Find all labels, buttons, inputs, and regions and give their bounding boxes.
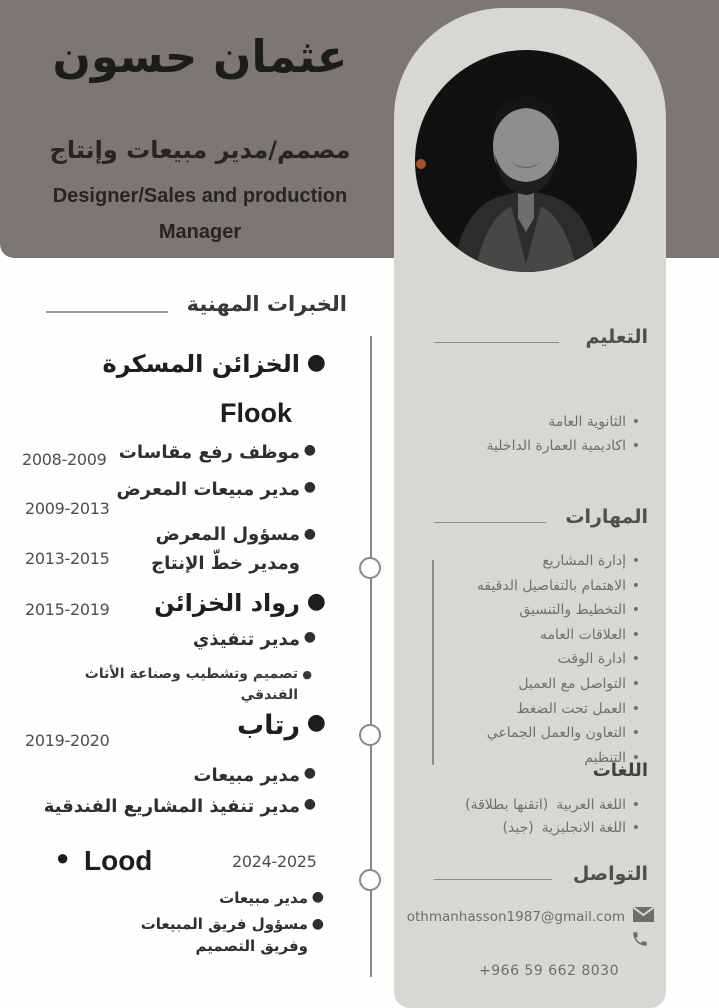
- bullet-icon: ●: [306, 350, 326, 375]
- skill-item: • إدارة المشاريع: [477, 549, 640, 574]
- language-item: [465, 817, 640, 840]
- experience-role: [103, 913, 324, 957]
- skill-item: • التنظيم: [477, 746, 640, 771]
- bullet-icon: ●: [303, 796, 316, 812]
- experience-date: 2009-2013: [25, 499, 110, 518]
- profile-photo: [415, 50, 637, 272]
- role-title: مدير تنفيذ المشاريع الفندقية: [43, 796, 300, 817]
- email-text: othmanhasson1987@gmail.com: [406, 909, 625, 925]
- bullet-icon: ●: [303, 442, 316, 458]
- role-title: مدير مبيعات: [219, 889, 308, 907]
- phone-icon: [631, 930, 649, 952]
- experience-divider: [46, 311, 168, 313]
- experience-role: [219, 889, 324, 907]
- education-item: • اكاديمية العمارة الداخلية: [487, 435, 640, 459]
- skill-item: • العمل تحت الضغط: [477, 697, 640, 722]
- bullet-icon: ●: [306, 710, 326, 735]
- languages-list: [465, 794, 640, 840]
- experience-date: 2013-2015: [25, 549, 110, 568]
- skill-item: • ادارة الوقت: [477, 647, 640, 672]
- person-name: عثمان حسون: [52, 30, 348, 83]
- bullet-icon: ●: [303, 629, 316, 645]
- header-text-block: [0, 0, 400, 258]
- language-name: اللغة العربية: [556, 797, 626, 813]
- language-level: (جيد): [502, 820, 534, 836]
- role-title: مدير مبيعات المعرض: [116, 479, 300, 500]
- job-title-arabic: مصمم/مدير مبيعات وإنتاج: [49, 136, 351, 164]
- skill-item: • الاهتمام بالتفاصيل الدقيقه: [477, 574, 640, 599]
- experience-role: [130, 520, 316, 578]
- role-title: مسؤول فريق المبيعات وفريق التصميم: [140, 915, 308, 955]
- section-heading-languages: اللغات: [592, 760, 648, 781]
- skills-side-line: [432, 560, 434, 765]
- timeline-dot: [359, 557, 381, 579]
- experience-company: [56, 845, 153, 877]
- language-level: (اتقنها بطلاقة): [465, 797, 549, 813]
- section-heading-education: التعليم: [585, 326, 648, 348]
- skills-divider: [434, 522, 546, 523]
- company-name: Lood: [84, 845, 153, 876]
- section-heading-skills: المهارات: [565, 506, 648, 528]
- experience-date: 2015-2019: [25, 600, 110, 619]
- education-divider: [434, 342, 559, 343]
- bullet-icon: ●: [303, 479, 316, 495]
- bullet-icon: ●: [56, 845, 70, 870]
- experience-detail: [63, 664, 312, 706]
- bullet-icon: ●: [303, 526, 316, 542]
- bullet-icon: ●: [311, 916, 324, 932]
- skills-list: [477, 549, 640, 770]
- company-name-latin: Flook: [220, 398, 292, 428]
- experience-company: [237, 710, 326, 741]
- role-title: مدير تنفيذي: [192, 629, 300, 650]
- bullet-icon: ●: [302, 668, 312, 681]
- experience-company: [102, 350, 326, 378]
- language-item: [465, 794, 640, 817]
- contact-divider: [434, 879, 552, 880]
- experience-role: [193, 765, 316, 786]
- experience-date: 2024-2025: [232, 852, 317, 871]
- language-name: اللغة الانجليزية: [541, 820, 626, 836]
- portrait-image: [415, 50, 637, 272]
- education-list: [487, 411, 640, 458]
- detail-text: تصميم وتشطيب وصناعة الأثاث الفندقي: [84, 666, 298, 703]
- timeline-dot: [359, 724, 381, 746]
- envelope-icon: [633, 907, 654, 926]
- role-title: موظف رفع مقاسات: [118, 442, 300, 463]
- experience-role: [118, 442, 316, 463]
- education-item: • الثانوية العامة: [487, 411, 640, 435]
- phone-text: +966 59 662 8030: [479, 963, 619, 979]
- experience-role: [116, 479, 316, 500]
- section-heading-experience: الخبرات المهنية: [186, 292, 347, 316]
- role-title: مسؤول المعرض ومدير خطّ الإنتاج: [151, 524, 300, 574]
- role-title: مدير مبيعات: [193, 765, 300, 786]
- experience-date: 2019-2020: [25, 731, 110, 750]
- right-panel: [394, 8, 666, 1008]
- skill-item: • التواصل مع العميل: [477, 672, 640, 697]
- company-name: رواد الخزائن: [154, 589, 300, 617]
- experience-role: [192, 629, 316, 650]
- bullet-icon: ●: [303, 765, 316, 781]
- bullet-icon: ●: [306, 589, 326, 614]
- skill-item: • التعاون والعمل الجماعي: [477, 721, 640, 746]
- experience-company: [154, 589, 326, 617]
- timeline-dot: [359, 869, 381, 891]
- job-title-english: Designer/Sales and production Manager: [52, 185, 348, 243]
- experience-role: [43, 796, 316, 817]
- skill-item: • التخطيط والتنسيق: [477, 598, 640, 623]
- company-name: الخزائن المسكرة: [102, 350, 300, 378]
- skill-item: • العلاقات العامه: [477, 623, 640, 648]
- bullet-icon: ●: [311, 889, 324, 905]
- experience-date: 2008-2009: [22, 450, 107, 469]
- company-name: رتاب: [237, 710, 300, 741]
- section-heading-contact: التواصل: [572, 863, 648, 885]
